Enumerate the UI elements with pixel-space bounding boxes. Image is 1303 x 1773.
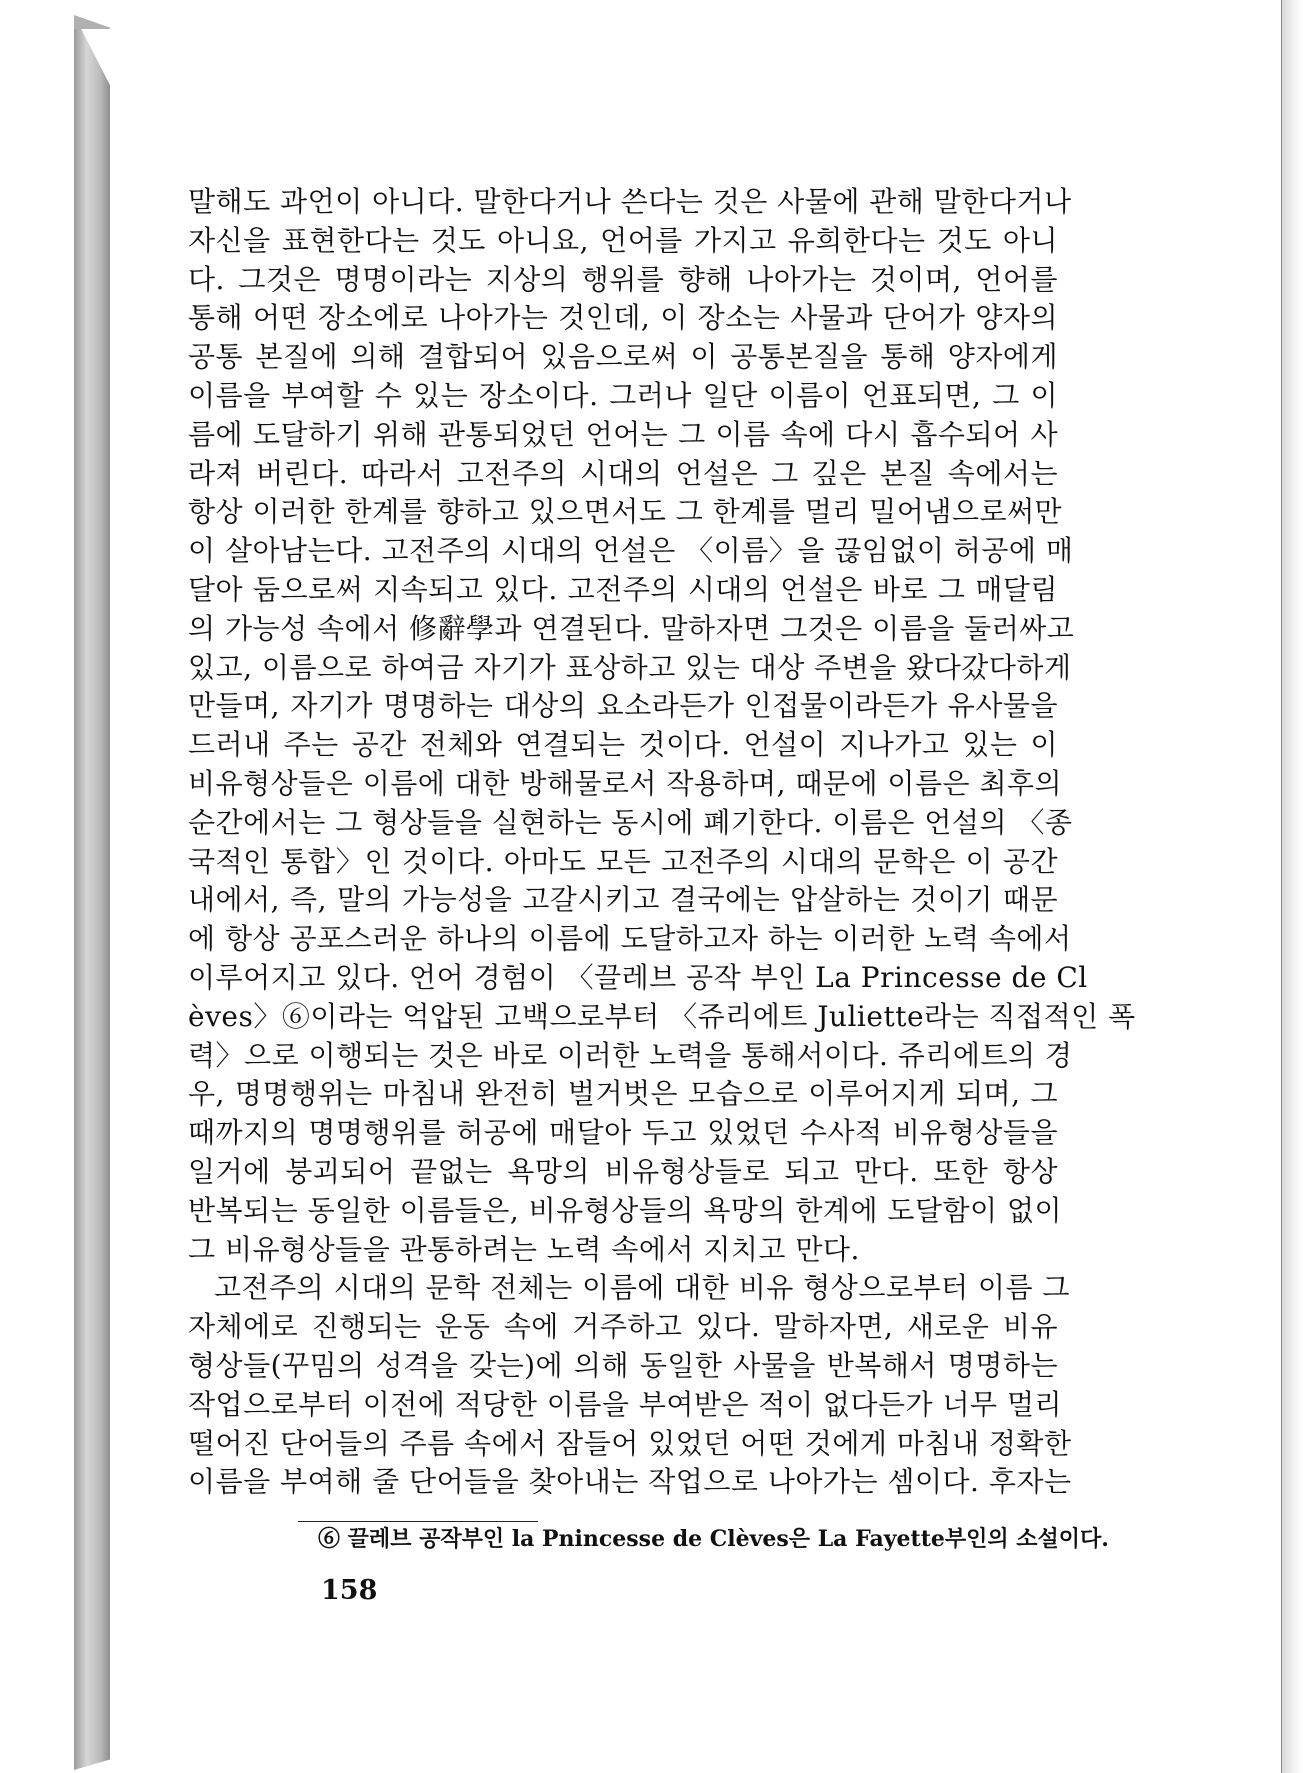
body-text — [188, 183, 1136, 1502]
text-line: 작업으로부터 이전에 적당한 이름을 부여받은 적이 없다든가 너무 멀리 — [188, 1387, 1063, 1421]
text-line: 이름을 부여할 수 있는 장소이다. 그러나 일단 이름이 언표되면, 그 이 — [188, 378, 1058, 412]
text-line: 떨어진 단어들의 주름 속에서 잠들어 있었던 어떤 것에게 마침내 정확한 — [188, 1426, 1072, 1460]
text-line: 이 살아남는다. 고전주의 시대의 언설은 〈이름〉을 끊임없이 허공에 매 — [188, 534, 1074, 568]
text-line: 공통 본질에 의해 결합되어 있음으로써 이 공통본질을 통해 양자에게 — [188, 340, 1058, 374]
text-line: 자신을 표현한다는 것도 아니요, 언어를 가지고 유희한다는 것도 아니 — [188, 223, 1058, 257]
text-line: 일거에 붕괴되어 끝없는 욕망의 비유형상들로 되고 만다. 또한 항상 — [188, 1154, 1058, 1188]
text-line: 형상들(꾸밈의 성격을 갖는)에 의해 동일한 사물을 반복해서 명명하는 — [188, 1348, 1058, 1382]
text-line: 이름을 부여해 줄 단어들을 찾아내는 작업으로 나아가는 셈이다. 후자는 — [188, 1465, 1072, 1499]
text-line: 말해도 과언이 아니다. 말한다거나 쓴다는 것은 사물에 관해 말한다거나 — [188, 185, 1072, 218]
text-line: 드러내 주는 공간 전체와 연결되는 것이다. 언설이 지나가고 있는 이 — [188, 728, 1058, 762]
text-line: 달아 둠으로써 지속되고 있다. 고전주의 시대의 언설은 바로 그 매달림 — [188, 572, 1058, 606]
text-line: 이루어지고 있다. 언어 경험이 〈끌레브 공작 부인 La Princesse de Cl — [188, 960, 1088, 994]
text-line: 력〉으로 이행되는 것은 바로 이러한 노력을 통해서이다. 쥬리에트의 경 — [188, 1038, 1073, 1072]
text-line: 다. 그것은 명명이라는 지상의 행위를 향해 나아가는 것이며, 언어를 — [188, 262, 1058, 296]
text-line: 내에서, 즉, 말의 가능성을 고갈시키고 결국에는 압살하는 것이기 때문 — [188, 883, 1058, 917]
text-line: 만들며, 자기가 명명하는 대상의 요소라든가 인접물이라든가 유사물을 — [188, 689, 1058, 723]
text-line: 국적인 통합〉인 것이다. 아마도 모든 고전주의 시대의 문학은 이 공간 — [188, 844, 1058, 878]
page-edge-shadow — [1282, 0, 1303, 1773]
text-line: 비유형상들은 이름에 대한 방해물로서 작용하며, 때문에 이름은 최후의 — [188, 766, 1063, 800]
paragraph-start-line: 고전주의 시대의 문학 전체는 이름에 대한 비유 형상으로부터 이름 그 — [214, 1271, 1070, 1305]
text-line: 반복되는 동일한 이름들은, 비유형상들의 욕망의 한계에 도달함이 없이 — [188, 1193, 1063, 1227]
text-line: 라져 버린다. 따라서 고전주의 시대의 언설은 그 깊은 본질 속에서는 — [188, 456, 1058, 490]
text-line: 순간에서는 그 형상들을 실현하는 동시에 폐기한다. 이름은 언설의 〈종 — [188, 805, 1073, 839]
text-line: 우, 명명행위는 마침내 완전히 벌거벗은 모습으로 이루어지게 되며, 그 — [188, 1077, 1058, 1111]
text-line: 때까지의 명명행위를 허공에 매달아 두고 있었던 수사적 비유형상들을 — [188, 1116, 1058, 1150]
text-line: 에 항상 공포스러운 하나의 이름에 도달하고자 하는 이러한 노력 속에서 — [188, 922, 1072, 956]
text-line: 의 가능성 속에서 修辭學과 연결된다. 말하자면 그것은 이름을 둘러싸고 — [188, 611, 1075, 645]
text-line: 통해 어떤 장소에로 나아가는 것인데, 이 장소는 사물과 단어가 양자의 — [188, 301, 1058, 335]
text-line: 자체에로 진행되는 운동 속에 거주하고 있다. 말하자면, 새로운 비유 — [188, 1310, 1058, 1344]
text-line: 그 비유형상들을 관통하려는 노력 속에서 지치고 만다. — [188, 1232, 860, 1266]
book-spine-top — [74, 15, 114, 29]
book-spine — [74, 15, 110, 1770]
text-line: 있고, 이름으로 하여금 자기가 표상하고 있는 대상 주변을 왔다갔다하게 — [188, 650, 1072, 684]
page-number: 158 — [321, 1575, 378, 1606]
text-line: 항상 이러한 한계를 향하고 있으면서도 그 한계를 멀리 밀어냄으로써만 — [188, 495, 1063, 529]
text-line: èves〉⑥이라는 억압된 고백으로부터 〈쥬리에트 Juliette라는 직접적인 폭 — [188, 999, 1136, 1033]
footnote: ⑥ 끌레브 공작부인 la Pnincesse de Clèves은 La Fayette부인의 소설이다. — [318, 1526, 1109, 1552]
footnote-rule — [298, 1521, 538, 1522]
text-line: 름에 도달하기 위해 관통되었던 언어는 그 이름 속에 다시 흡수되어 사 — [188, 417, 1058, 451]
